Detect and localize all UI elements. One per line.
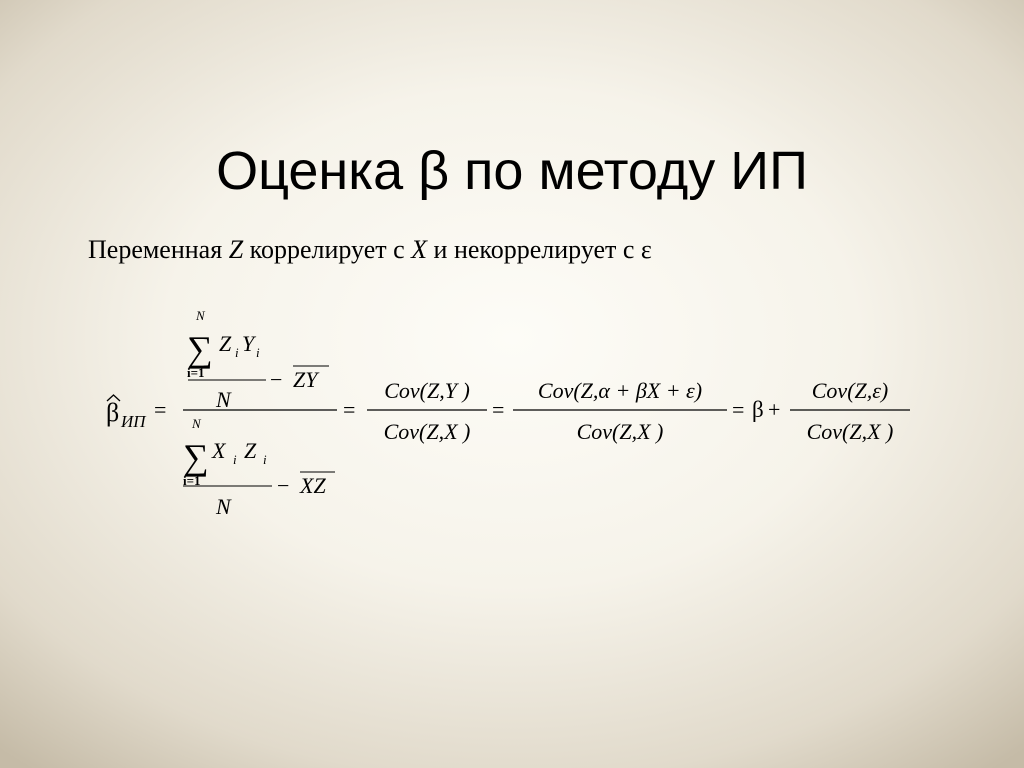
num-z: Z (219, 331, 232, 356)
num-sum-symbol: ∑ (187, 329, 213, 369)
plus-sign: + (768, 397, 781, 422)
den-sum-symbol: ∑ (183, 437, 209, 477)
num-mean-zy: ZY (293, 367, 318, 392)
term3-numerator: Cov(Z,α + βX + ε) (537, 378, 703, 403)
den-sum-upper: N (192, 416, 201, 431)
num-denominator-n: N (216, 387, 231, 412)
den-mean-xz: XZ (300, 473, 326, 498)
equals-sign-1: = (154, 397, 167, 422)
num-y-index: i (256, 345, 260, 360)
num-sum-lower: i=1 (187, 365, 205, 380)
term4-denominator: Cov(Z,X ) (806, 419, 894, 444)
equals-sign-4: = (732, 397, 745, 422)
statement-part3: и некоррелирует с ε (427, 235, 652, 264)
num-sum-upper: N (196, 308, 205, 323)
term2-denominator: Cov(Z,X ) (383, 419, 471, 444)
num-minus: − (270, 367, 283, 392)
beta-hat-symbol: β (106, 398, 120, 427)
term2-numerator: Cov(Z,Y ) (384, 378, 470, 403)
slide-title: Оценка β по методу ИП (216, 141, 808, 202)
lhs-subscript: ИП (121, 412, 146, 431)
statement-part2: коррелирует с (243, 235, 412, 264)
den-x: X (212, 438, 226, 463)
term4-beta: β (752, 397, 764, 422)
statement-part1: Переменная (88, 235, 229, 264)
den-sum-lower: i=1 (183, 473, 201, 488)
equals-sign-3: = (492, 397, 505, 422)
num-z-index: i (235, 345, 239, 360)
den-denominator-n: N (216, 494, 231, 519)
term4-numerator: Cov(Z,ε) (811, 378, 889, 403)
variable-x: X (411, 235, 428, 264)
equals-sign-2: = (343, 397, 356, 422)
den-z: Z (244, 438, 257, 463)
den-minus: − (277, 473, 290, 498)
num-y: Y (242, 331, 255, 356)
term3-denominator: Cov(Z,X ) (576, 419, 664, 444)
variable-z: Z (228, 235, 244, 264)
den-z-index: i (263, 452, 267, 467)
den-x-index: i (233, 452, 237, 467)
